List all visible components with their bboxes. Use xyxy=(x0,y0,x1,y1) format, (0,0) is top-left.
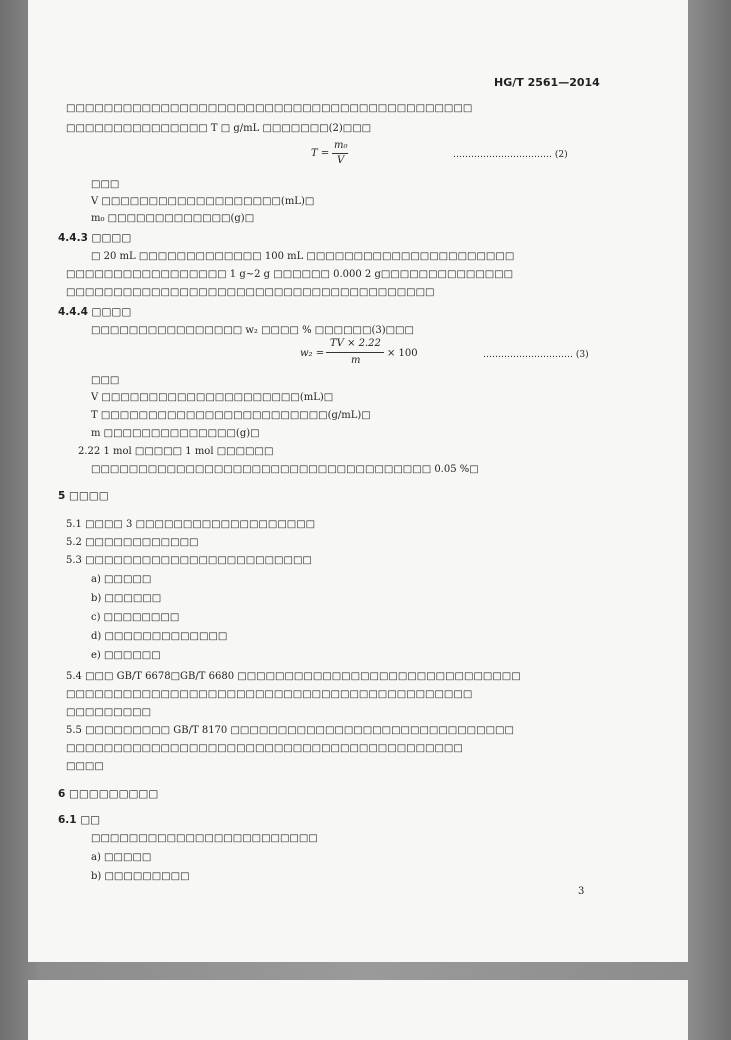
fraction-bar xyxy=(332,153,348,154)
text-line: 5.2 □□□□□□□□□□□□ xyxy=(66,537,199,548)
list-item: e) □□□□□□ xyxy=(91,650,161,661)
text-line: □ 20 mL □□□□□□□□□□□□□ 100 mL □□□□□□□□□□□□□□□□□□□□□□ xyxy=(91,251,515,262)
section-heading: 6.1 □□ xyxy=(58,814,101,826)
text-line: 2.22 1 mol □□□□□ 1 mol □□□□□□ xyxy=(78,446,274,457)
text-line: □□□□ xyxy=(66,761,104,772)
text-line: □□□□□□□□□□□□□□□□□□□□□□□□□□□□□□□□□□□□□□□□□□□ xyxy=(66,103,473,114)
list-item: b) □□□□□□□□□ xyxy=(91,871,190,882)
page-number: 3 xyxy=(578,886,585,897)
text-line: □□□ xyxy=(91,375,120,386)
text-line: □□□□□□□□□□□□□□□□□□□□□□□□□□□□□□□□□□□□□□□□□□□ xyxy=(66,689,473,700)
text-line: m₀ □□□□□□□□□□□□□(g)□ xyxy=(91,213,255,224)
text-line: V □□□□□□□□□□□□□□□□□□□□□(mL)□ xyxy=(91,392,334,403)
text-line: 5.1 □□□□ 3 □□□□□□□□□□□□□□□□□□□ xyxy=(66,519,316,530)
text-line: □□□□□□□□□□□□□□□□□□□□□□□□ xyxy=(91,833,318,844)
text-line: □□□□□□□□□□□□□□□□ w₂ □□□□ % □□□□□□(3)□□□ xyxy=(91,325,414,336)
list-item: a) □□□□□ xyxy=(91,852,152,863)
chapter-heading: 6 □□□□□□□□□ xyxy=(58,788,159,800)
list-item: c) □□□□□□□□ xyxy=(91,612,180,623)
section-heading: 4.4.3 □□□□ xyxy=(58,232,132,244)
standard-code: HG/T 2561—2014 xyxy=(494,76,600,89)
list-item: d) □□□□□□□□□□□□□ xyxy=(91,631,228,642)
text-line: □□□□□□□□□□□□□□□□□□□□□□□□□□□□□□□□□□□□□□□□□□ xyxy=(66,743,463,754)
equation-label: ………………………… (3) xyxy=(483,350,589,360)
list-item: a) □□□□□ xyxy=(91,574,152,585)
text-line: 5.4 □□□ GB/T 6678□GB/T 6680 □□□□□□□□□□□□□□□□□□□□□□□□□□□□□□ xyxy=(66,671,521,682)
text-line: □□□□□□□□□□□□□□□ T □ g/mL □□□□□□□(2)□□□ xyxy=(66,123,372,134)
list-item: b) □□□□□□ xyxy=(91,593,162,604)
text-line: T □□□□□□□□□□□□□□□□□□□□□□□□(g/mL)□ xyxy=(91,410,371,421)
next-page-edge xyxy=(28,980,688,1040)
section-heading: 4.4.4 □□□□ xyxy=(58,306,132,318)
text-line: m □□□□□□□□□□□□□□(g)□ xyxy=(91,428,260,439)
text-line: 5.3 □□□□□□□□□□□□□□□□□□□□□□□□ xyxy=(66,555,312,566)
fraction-bar xyxy=(326,352,384,353)
document-page: HG/T 2561—2014 □□□□□□□□□□□□□□□□□□□□□□□□□□□□□□□□□□□□□□□□□□□ □□□□□□□□□□□□□□□ T □ g/mL □□□□□□□(2)□□□ T = m₀ V …………………………… (2) □□□ V □□□□□□□□□□□□□□□□□□□(mL)□ m₀ □□□□□□□□□□□□□(g)□ 4.4.3 □□□□ □ 20 mL □□□□□□□□□□□□□ 100 mL □□□□□□□□□□□□□□□□□□□□□□ □□□□□□□□□□□□□□□□□ 1 g~2 g □□□□□□ 0.000 2 g□□□□□□□□□□□□□□ □□□□□□□□□□□□□□□□□□□□□□□□□□□□□□□□□□□□□□□ 4.4.4 □□□□ □□□□□□□□□□□□□□□□ w₂ □□□□ % □□□□□□(3)□□□ w₂ = TV × 2.22 m × 100 ………………………… (3) □□□ V □□□□□□□□□□□□□□□□□□□□□(mL)□ T □□□□□□□□□□□□□□□□□□□□□□□□(g/mL)□ m □□□□□□□□□□□□□□(g)□ 2.22 1 mol □□□□□ 1 mol □□□□□□ □□□□□□□□□□□□□□□□□□□□□□□□□□□□□□□□□□□□ 0.05 %□ 5 □□□□ 5.1 □□□□ 3 □□□□□□□□□□□□□□□□□□□ 5.2 □□□□□□□□□□□□ 5.3 □□□□□□□□□□□□□□□□□□□□□□□□ a) □□□□□ b) □□□□□□ c) □□□□□□□□ d) □□□□□□□□□□□□□ e) □□□□□□ 5.4 □□□ GB/T 6678□GB/T 6680 □□□□□□□□□□□□□□□□□□□□□□□□□□□□□□ □□□□□□□□□□□□□□□□□□□□□□□□□□□□□□□□□□□□□□□□□□□ □□□□□□□□□ 5.5 □□□□□□□□□ GB/T 8170 □□□□□□□□□□□□□□□□□□□□□□□□□□□□□□ □□□□□□□□□□□□□□□□□□□□□□□□□□□□□□□□□□□□□□□□□□ □□□□ 6 □□□□□□□□□ 6.1 □□ □□□□□□□□□□□□□□□□□□□□□□□□ a) □□□□□ b) □□□□□□□□□ 3 xyxy=(28,0,688,962)
text-line: 5.5 □□□□□□□□□ GB/T 8170 □□□□□□□□□□□□□□□□□□□□□□□□□□□□□□ xyxy=(66,725,514,736)
text-line: □□□ xyxy=(91,179,120,190)
text-line: □□□□□□□□□□□□□□□□□ 1 g~2 g □□□□□□ 0.000 2 g□□□□□□□□□□□□□□ xyxy=(66,269,514,280)
equation-label: …………………………… (2) xyxy=(453,150,568,160)
text-line: □□□□□□□□□ xyxy=(66,707,152,718)
chapter-heading: 5 □□□□ xyxy=(58,490,109,502)
text-line: □□□□□□□□□□□□□□□□□□□□□□□□□□□□□□□□□□□□ 0.05 %□ xyxy=(91,464,479,475)
text-line: □□□□□□□□□□□□□□□□□□□□□□□□□□□□□□□□□□□□□□□ xyxy=(66,287,435,298)
text-line: V □□□□□□□□□□□□□□□□□□□(mL)□ xyxy=(91,196,315,207)
